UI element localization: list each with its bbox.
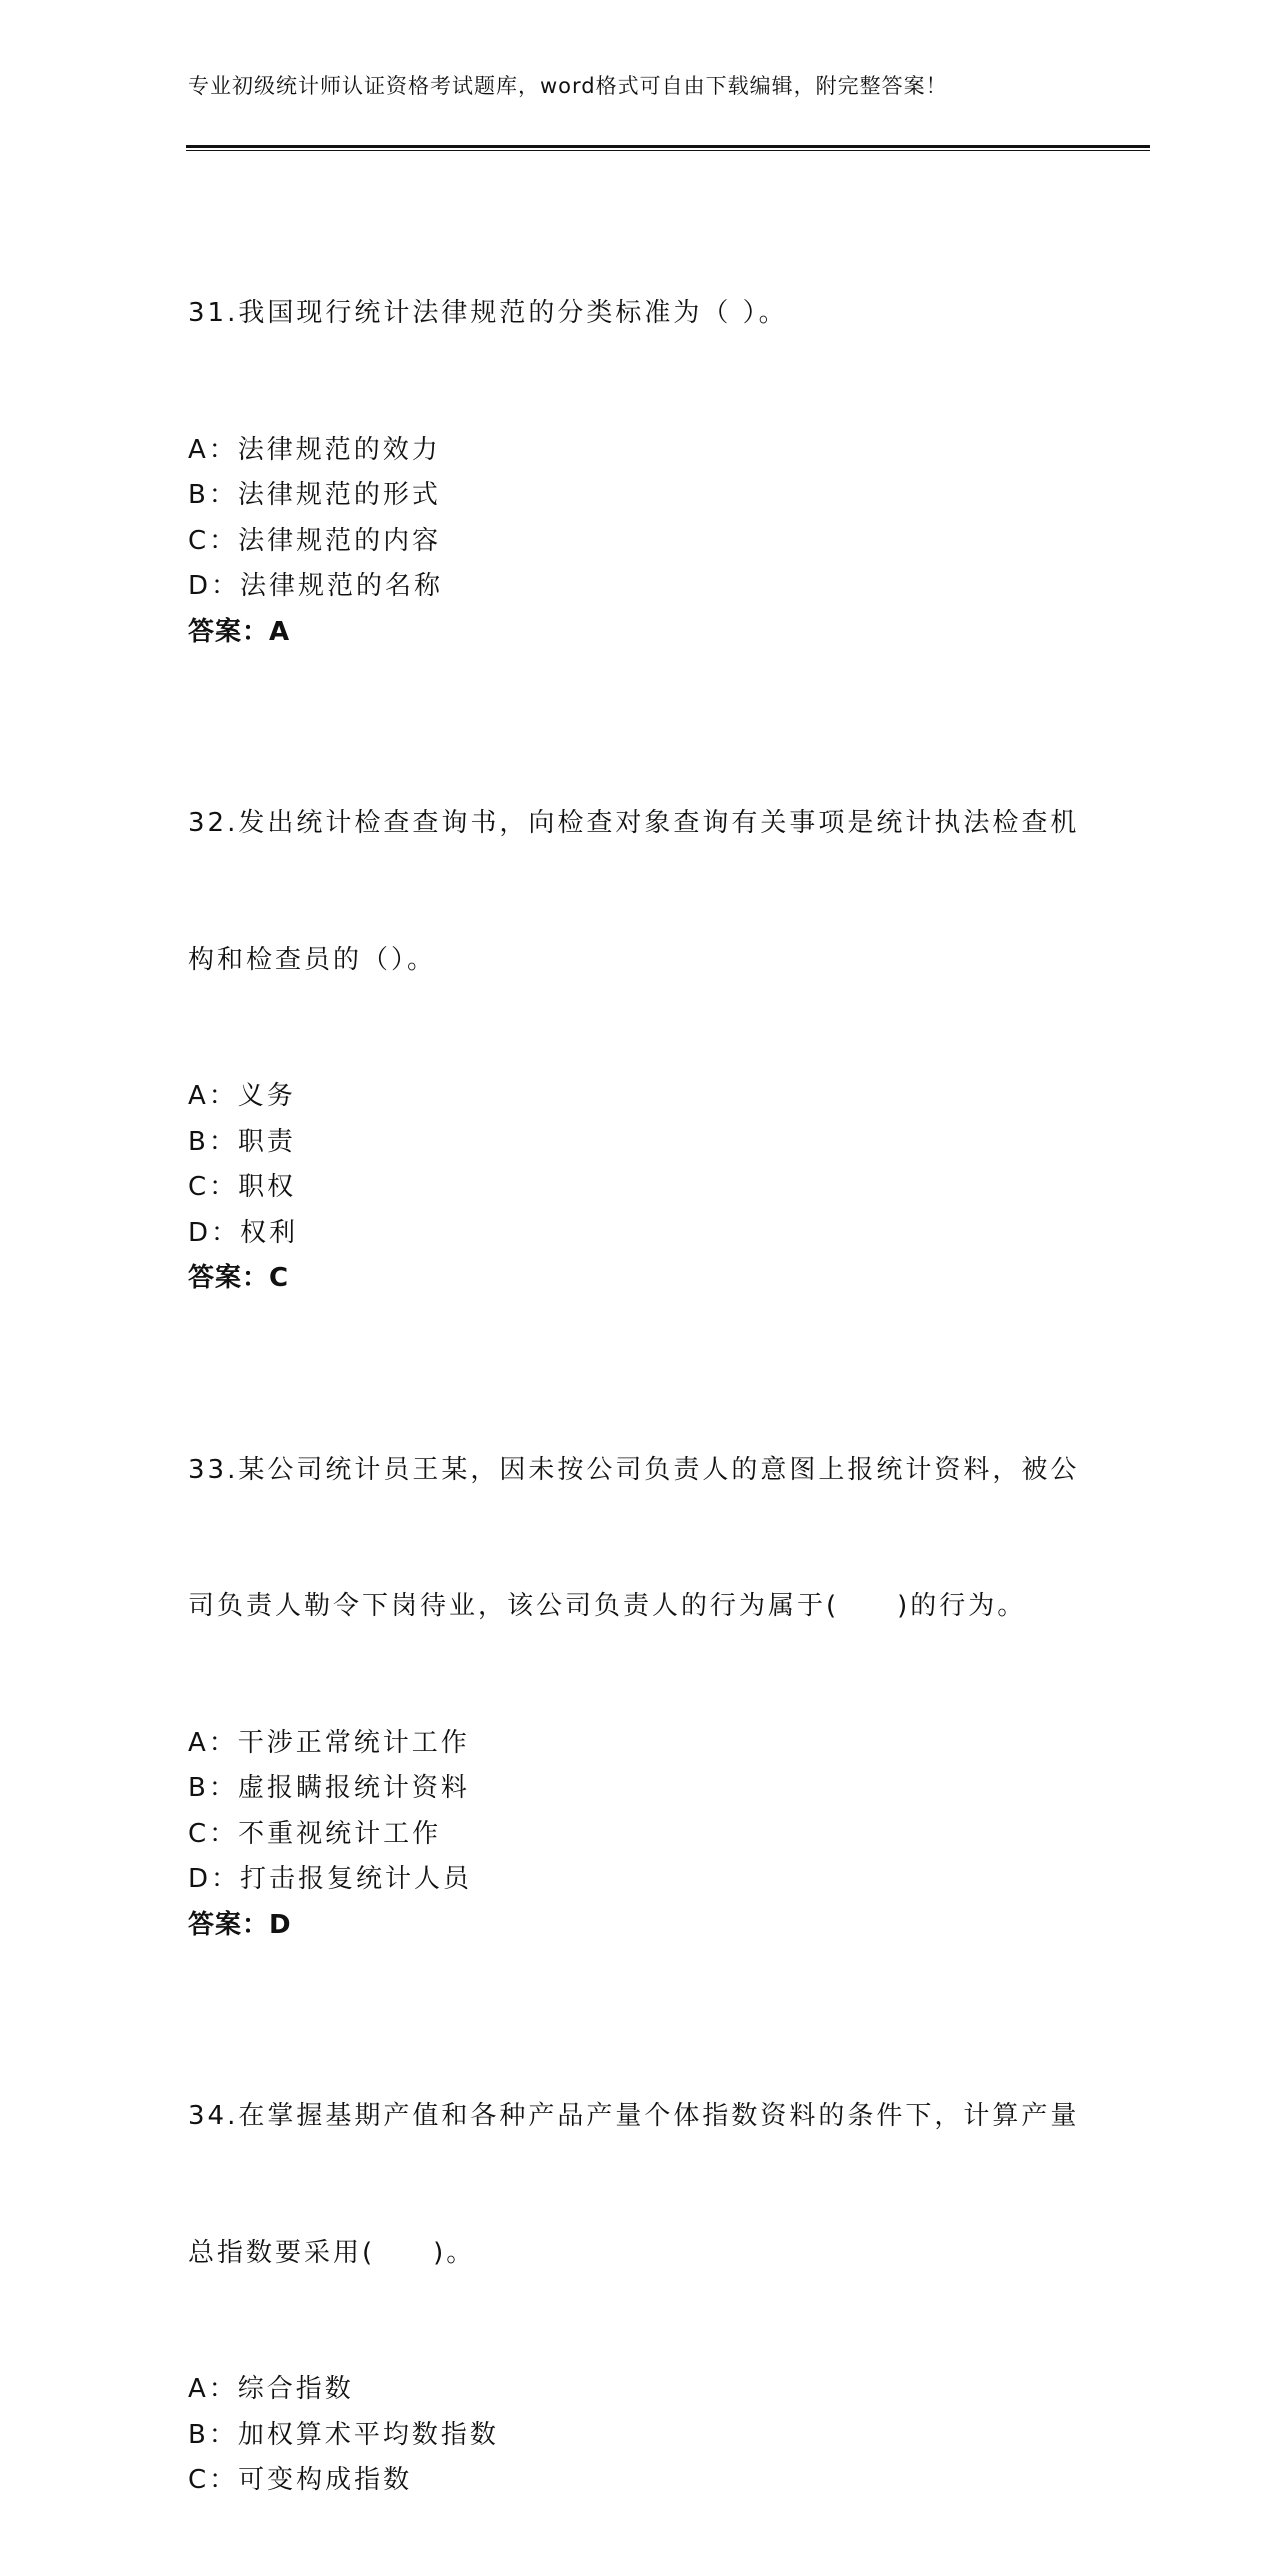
question-stem bbox=[188, 710, 1088, 1074]
header-rule bbox=[186, 145, 1150, 151]
option-b: B：加权算术平均数指数 bbox=[188, 2419, 499, 2450]
option-c: C：法律规范的内容 bbox=[188, 525, 442, 556]
option-a: A：义务 bbox=[188, 1081, 296, 1111]
page-header: 专业初级统计师认证资格考试题库，word格式可自由下载编辑，附完整答案！ bbox=[188, 74, 948, 98]
answer: 答案：A bbox=[188, 616, 291, 647]
stem-line: 司负责人勒令下岗待业，该公司负责人的行为属于( )的行为。 bbox=[188, 1591, 1027, 1621]
answer: 答案：D bbox=[188, 1909, 292, 1940]
question-stem bbox=[188, 2003, 1088, 2367]
question-32 bbox=[188, 710, 1088, 1302]
option-b: B：法律规范的形式 bbox=[188, 480, 441, 510]
question-stem bbox=[188, 200, 1088, 428]
question-33 bbox=[188, 1357, 1088, 1949]
option-c: C：不重视统计工作 bbox=[188, 1818, 442, 1849]
option-b: B：虚报瞒报统计资料 bbox=[188, 1773, 470, 1803]
option-d: D：权利 bbox=[188, 1217, 299, 1248]
answer: 答案：C bbox=[188, 1263, 290, 1293]
stem-line: 34.在掌握基期产值和各种产品产量个体指数资料的条件下，计算产量 bbox=[188, 2101, 1080, 2131]
stem-line: 32.发出统计检查查询书，向检查对象查询有关事项是统计执法检查机 bbox=[188, 808, 1080, 838]
option-a: A：综合指数 bbox=[188, 2374, 354, 2404]
option-d: D：打击报复统计人员 bbox=[188, 1864, 473, 1894]
option-c: C：职权 bbox=[188, 1172, 297, 1202]
question-34 bbox=[188, 2003, 1088, 2504]
stem-line: 构和检查员的（）。 bbox=[188, 944, 437, 975]
stem-line: 33.某公司统计员王某，因未按公司负责人的意图上报统计资料，被公 bbox=[188, 1454, 1080, 1485]
option-a: A：法律规范的效力 bbox=[188, 434, 441, 465]
option-a: A：干涉正常统计工作 bbox=[188, 1727, 470, 1758]
question-31 bbox=[188, 200, 1088, 655]
option-c: C：可变构成指数 bbox=[188, 2465, 413, 2495]
stem-line: 31.我国现行统计法律规范的分类标准为（ ）。 bbox=[188, 298, 788, 328]
option-d: D：法律规范的名称 bbox=[188, 571, 444, 601]
stem-line: 总指数要采用( )。 bbox=[188, 2237, 476, 2268]
option-b: B：职责 bbox=[188, 1126, 296, 1157]
question-list bbox=[188, 200, 1088, 2559]
question-stem bbox=[188, 1357, 1088, 1721]
